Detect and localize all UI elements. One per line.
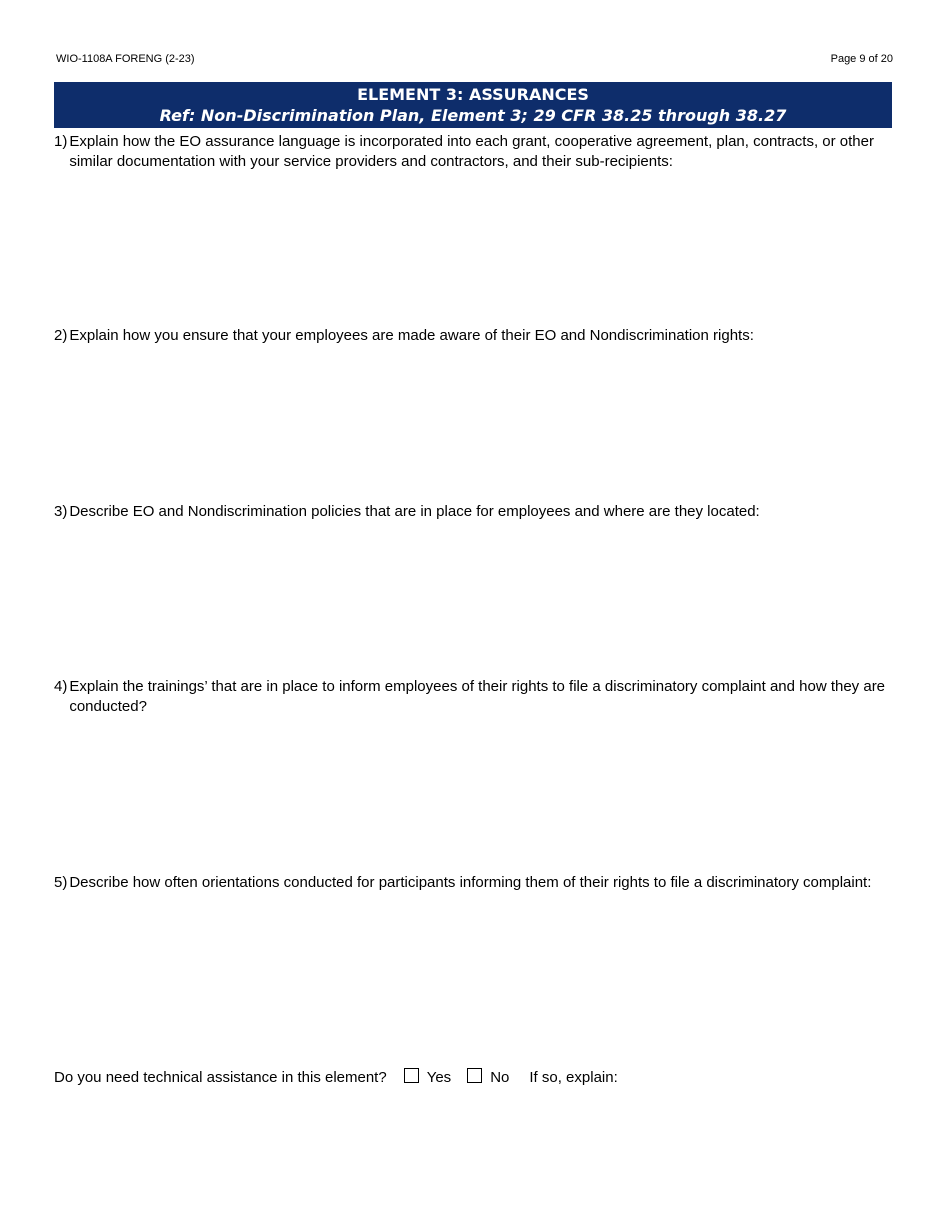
- question-3-text: Describe EO and Nondiscrimination policies that are in place for employees and where are they located:: [69, 503, 760, 520]
- answer-3-field[interactable]: [54, 526, 892, 676]
- answer-4-field[interactable]: [54, 721, 892, 871]
- yes-label: Yes: [426, 1069, 452, 1086]
- question-3: [54, 502, 894, 522]
- yes-option[interactable]: [404, 1068, 451, 1088]
- question-2-text: Explain how you ensure that your employees are made aware of their EO and Nondiscrimination rights:: [69, 327, 754, 344]
- question-2: [54, 326, 894, 346]
- question-5: [54, 873, 894, 893]
- no-checkbox[interactable]: [467, 1068, 482, 1083]
- section-banner: [54, 82, 892, 128]
- form-id: WIO-1108A FORENG (2-23): [56, 53, 195, 65]
- technical-assistance-question: Do you need technical assistance in this element?: [54, 1069, 387, 1086]
- question-1-number: 1): [54, 133, 68, 150]
- answer-5-field[interactable]: [54, 917, 892, 1057]
- explain-label: If so, explain:: [529, 1069, 618, 1086]
- no-option[interactable]: [467, 1068, 509, 1088]
- question-5-number: 5): [54, 874, 68, 891]
- question-4-text: Explain the trainings’ that are in place to inform employees of their rights to file a discriminatory complaint and how they are conducted?: [69, 678, 886, 715]
- question-1-text: Explain how the EO assurance language is incorporated into each grant, cooperative agreement, plan, contracts, or other similar documentation with your service providers and contractors, and their sub-recipients:: [69, 133, 874, 170]
- section-reference: Ref: Non-Discrimination Plan, Element 3; 29 CFR 38.25 through 38.27: [159, 106, 787, 125]
- yes-checkbox[interactable]: [404, 1068, 419, 1083]
- question-1: [54, 132, 894, 172]
- no-label: No: [490, 1069, 510, 1086]
- technical-assistance-row: [54, 1068, 618, 1088]
- section-title: ELEMENT 3: ASSURANCES: [357, 85, 589, 104]
- question-4: [54, 677, 894, 717]
- answer-2-field[interactable]: [54, 350, 892, 500]
- question-3-number: 3): [54, 503, 68, 520]
- explain-field[interactable]: [54, 1092, 892, 1212]
- question-4-number: 4): [54, 678, 68, 695]
- answer-1-field[interactable]: [54, 176, 892, 316]
- page-number: Page 9 of 20: [830, 53, 893, 65]
- question-2-number: 2): [54, 327, 68, 344]
- question-5-text: Describe how often orientations conducted for participants informing them of their rights to file a discriminatory complaint:: [69, 874, 872, 891]
